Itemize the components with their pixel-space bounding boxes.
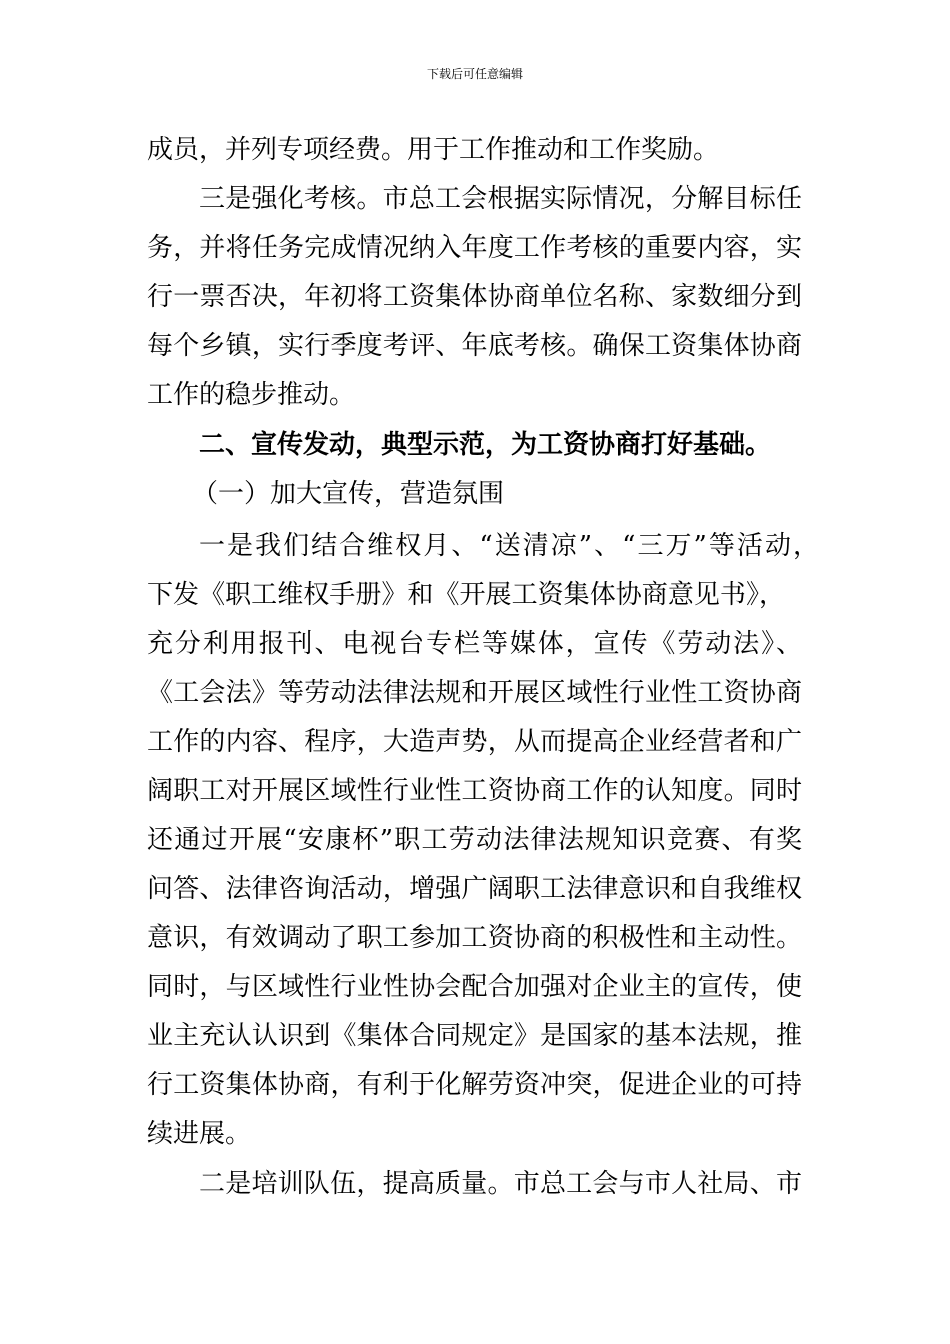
text-line: 行一票否决，年初将工资集体协商单位名称、家数细分到 [147, 282, 802, 312]
text-line: 下发《职工维权手册》和《开展工资集体协商意见书》， [147, 580, 785, 610]
text-line: 续进展。 [147, 1119, 252, 1149]
text-line: 工作的稳步推动。 [147, 380, 356, 410]
text-line: 还通过开展“安康杯”职工劳动法律法规知识竞赛、有奖 [147, 825, 802, 855]
text-line: 同时，与区域性行业性协会配合加强对企业主的宣传，使 [147, 972, 802, 1002]
text-line: 业主充认认识到《集体合同规定》是国家的基本法规，推 [147, 1021, 802, 1051]
text-line: 意识，有效调动了职工参加工资协商的积极性和主动性。 [147, 923, 802, 953]
subsection-heading: （一）加大宣传，营造氛围 [192, 479, 505, 509]
text-line: 阔职工对开展区域性行业性工资协商工作的认知度。同时 [147, 776, 802, 806]
text-line: 务，并将任务完成情况纳入年度工作考核的重要内容，实 [147, 233, 802, 263]
text-line: 充分利用报刊、电视台专栏等媒体，宣传《劳动法》、 [147, 629, 802, 659]
text-line: 工作的内容、程序，大造声势，从而提高企业经营者和广 [147, 727, 802, 757]
text-line: 每个乡镇，实行季度考评、年底考核。确保工资集体协商 [147, 331, 802, 361]
section-heading: 二、宣传发动，典型示范，为工资协商打好基础。 [199, 430, 772, 460]
text-line: 三是强化考核。市总工会根据实际情况，分解目标任 [199, 184, 802, 214]
text-line: 问答、法律咨询活动，增强广阔职工法律意识和自我维权 [147, 874, 802, 904]
text-line: 二是培训队伍，提高质量。市总工会与市人社局、市 [199, 1169, 802, 1199]
text-line: 一是我们结合维权月、“送清凉”、“三万”等活动， [199, 531, 819, 561]
text-line: 《工会法》等劳动法律法规和开展区域性行业性工资协商 [147, 678, 802, 708]
text-line: 成员，并列专项经费。用于工作推动和工作奖励。 [147, 135, 720, 165]
text-line: 行工资集体协商，有利于化解劳资冲突，促进企业的可持 [147, 1070, 802, 1100]
header-note: 下载后可任意编辑 [426, 67, 523, 81]
